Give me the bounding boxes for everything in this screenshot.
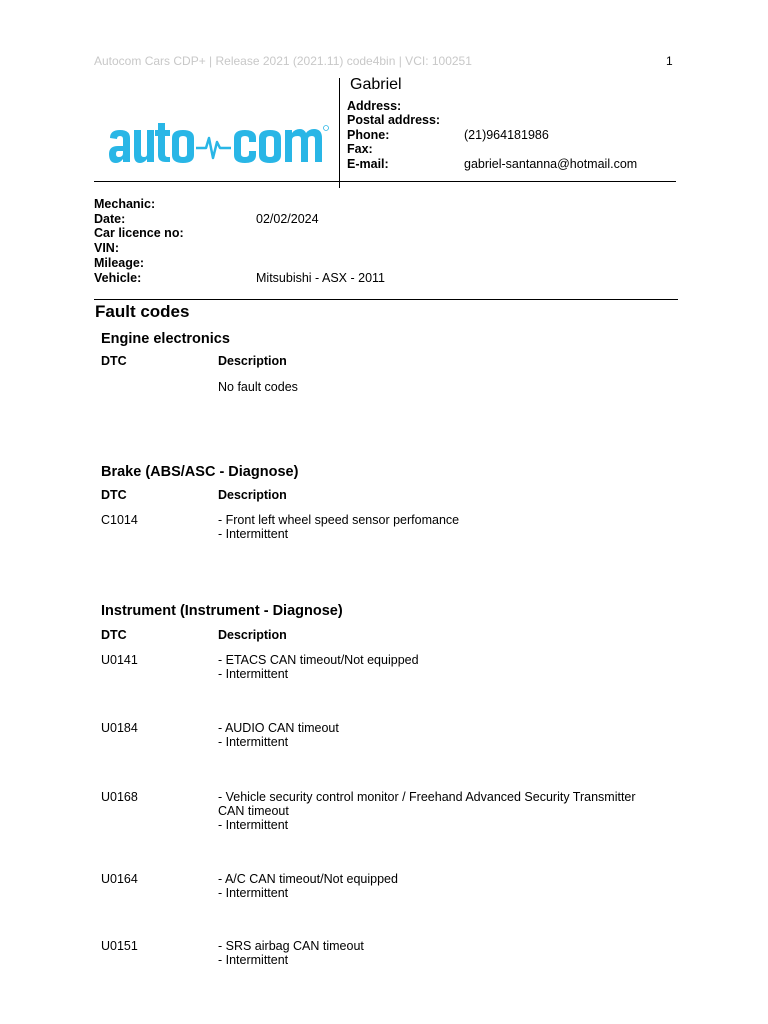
description-column-header: Description xyxy=(218,628,287,642)
mechanic-label: Mechanic: xyxy=(94,197,156,211)
mileage-label: Mileage: xyxy=(94,256,145,270)
description-line: - ETACS CAN timeout/Not equipped xyxy=(218,653,419,667)
dtc-code: U0184 xyxy=(101,721,138,735)
section-title-brake: Brake (ABS/ASC - Diagnose) xyxy=(101,464,299,480)
dtc-description xyxy=(218,380,298,394)
header-divider xyxy=(339,78,340,188)
vehicle-value: Mitsubishi - ASX - 2011 xyxy=(256,271,385,285)
details-divider xyxy=(94,299,678,300)
date-label: Date: xyxy=(94,212,126,226)
dtc-description xyxy=(218,939,364,967)
description-line: - SRS airbag CAN timeout xyxy=(218,939,364,953)
description-line: - AUDIO CAN timeout xyxy=(218,721,339,735)
customer-name: Gabriel xyxy=(350,76,402,93)
dtc-code: U0168 xyxy=(101,790,138,804)
dtc-code: U0151 xyxy=(101,939,138,953)
description-line: - Intermittent xyxy=(218,953,289,967)
autocom-logo-image xyxy=(108,120,330,166)
description-column-header: Description xyxy=(218,354,287,368)
description-line: CAN timeout xyxy=(218,804,289,818)
description-line: - Intermittent xyxy=(218,527,289,541)
dtc-description xyxy=(218,790,636,832)
dtc-code: U0164 xyxy=(101,872,138,886)
vin-label: VIN: xyxy=(94,241,119,255)
section-title-engine-electronics: Engine electronics xyxy=(101,331,230,347)
car-licence-label: Car licence no: xyxy=(94,226,184,240)
dtc-column-header: DTC xyxy=(101,354,127,368)
email-label: E-mail: xyxy=(347,157,389,171)
description-line: - Intermittent xyxy=(218,818,289,832)
phone-label: Phone: xyxy=(347,128,390,142)
dtc-description xyxy=(218,872,398,900)
description-line: - Front left wheel speed sensor perfomance xyxy=(218,513,460,527)
section-title-instrument: Instrument (Instrument - Diagnose) xyxy=(101,603,343,619)
fax-label: Fax: xyxy=(347,142,373,156)
dtc-column-header: DTC xyxy=(101,488,127,502)
email-value: gabriel-santanna@hotmail.com xyxy=(464,157,638,171)
dtc-description xyxy=(218,721,339,749)
date-value: 02/02/2024 xyxy=(256,212,319,226)
report-header: Autocom Cars CDP+ | Release 2021 (2021.11) code4bin | VCI: 100251 xyxy=(94,54,472,68)
description-line: - Intermittent xyxy=(218,886,289,900)
phone-value: (21)964181986 xyxy=(464,128,549,142)
autocom-logo xyxy=(108,120,330,166)
description-line: No fault codes xyxy=(218,380,298,394)
contact-divider xyxy=(94,181,676,182)
dtc-column-header: DTC xyxy=(101,628,127,642)
address-label: Address: xyxy=(347,99,402,113)
description-column-header: Description xyxy=(218,488,287,502)
description-line: - A/C CAN timeout/Not equipped xyxy=(218,872,398,886)
description-line: - Vehicle security control monitor / Freehand Advanced Security Transmitter xyxy=(218,790,636,804)
postal-address-label: Postal address: xyxy=(347,113,441,127)
dtc-code: C1014 xyxy=(101,513,138,527)
dtc-code: U0141 xyxy=(101,653,138,667)
description-line: - Intermittent xyxy=(218,735,289,749)
fault-codes-title: Fault codes xyxy=(95,302,190,321)
description-line: - Intermittent xyxy=(218,667,289,681)
page-number: 1 xyxy=(666,54,673,68)
vehicle-label: Vehicle: xyxy=(94,271,142,285)
dtc-description xyxy=(218,513,459,541)
dtc-description xyxy=(218,653,419,681)
